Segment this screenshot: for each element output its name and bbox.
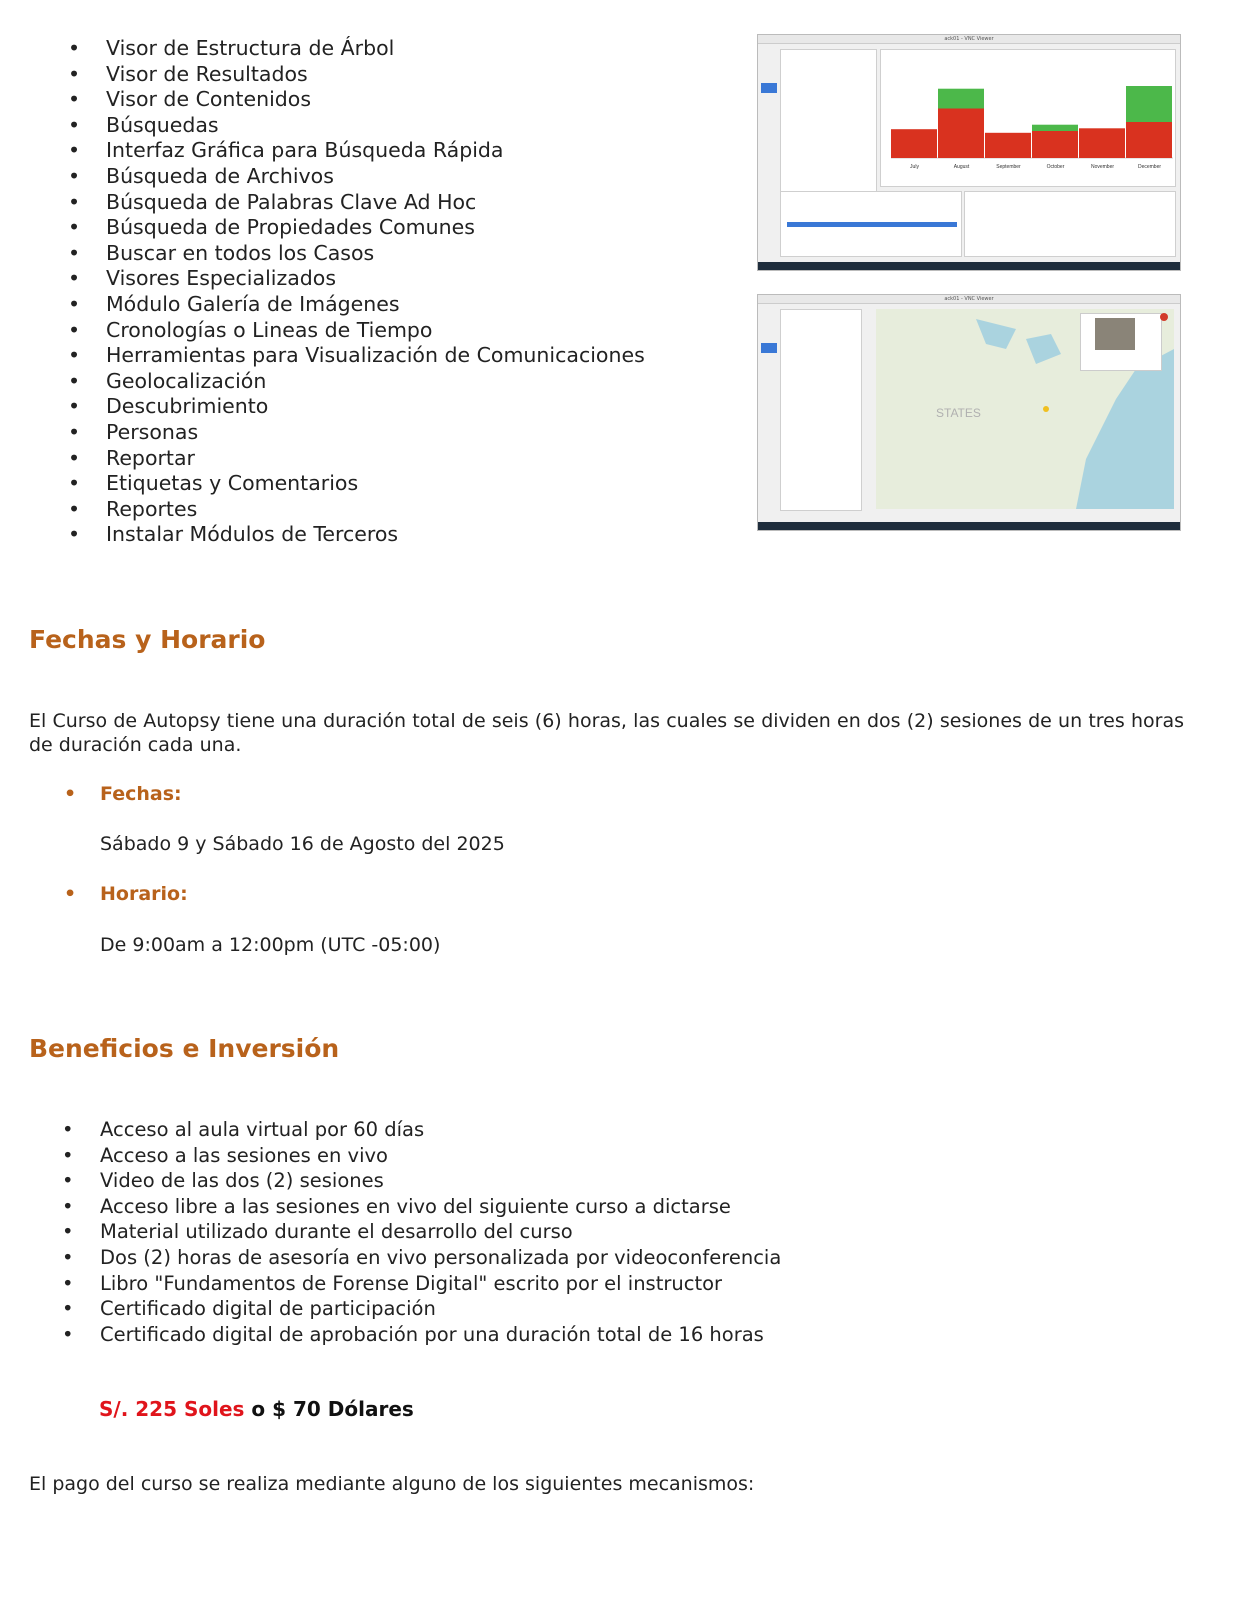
list-item: • Acceso a las sesiones en vivo	[58, 1143, 781, 1169]
list-item: • Módulo Galería de Imágenes	[64, 292, 645, 318]
timeline-bar-red	[1079, 128, 1125, 158]
list-item: • Buscar en todos los Casos	[64, 241, 645, 267]
taskbar	[758, 262, 1180, 270]
course-duration-text: El Curso de Autopsy tiene una duración total de seis (6) horas, las cuales se dividen en dos (2) sesiones de un tres horas de duración cada una.	[29, 710, 1184, 756]
list-item: • Cronologías o Lineas de Tiempo	[64, 318, 645, 344]
map-screenshot	[757, 294, 1181, 531]
feature-list	[64, 36, 645, 548]
horario-label-text: Horario:	[100, 883, 188, 905]
list-item: • Dos (2) horas de asesoría en vivo personalizada por videoconferencia	[58, 1245, 781, 1271]
list-item: • Reportar	[64, 446, 645, 472]
list-item: • Visor de Estructura de Árbol	[64, 36, 645, 62]
price	[99, 1397, 414, 1421]
benefits-list	[58, 1117, 781, 1347]
list-item: • Búsqueda de Archivos	[64, 164, 645, 190]
list-item: • Visor de Resultados	[64, 62, 645, 88]
timeline-bar-red	[938, 109, 984, 159]
sidebar-highlight	[761, 343, 777, 353]
list-item: • Video de las dos (2) sesiones	[58, 1168, 781, 1194]
close-icon[interactable]	[1160, 313, 1168, 321]
fechas-label-text: Fechas:	[100, 783, 182, 805]
list-item: • Herramientas para Visualización de Comunicaciones	[64, 343, 645, 369]
horario-label	[64, 883, 188, 905]
list-item: • Personas	[64, 420, 645, 446]
map-label: STATES	[936, 406, 981, 420]
window-titlebar: ack01 - VNC Viewer	[758, 35, 1180, 44]
timeline-tick-label: October	[1046, 164, 1065, 170]
list-item: • Descubrimiento	[64, 394, 645, 420]
timeline-tick-label: July	[910, 164, 919, 170]
timeline-bar-red	[1126, 122, 1172, 158]
fechas-value: Sábado 9 y Sábado 16 de Agosto del 2025	[100, 833, 505, 855]
list-item: • Búsqueda de Propiedades Comunes	[64, 215, 645, 241]
sidebar-highlight	[761, 83, 777, 93]
horario-value: De 9:00am a 12:00pm (UTC -05:00)	[100, 934, 441, 956]
list-item: • Acceso al aula virtual por 60 días	[58, 1117, 781, 1143]
map-view	[876, 309, 1174, 509]
list-item: • Visores Especializados	[64, 266, 645, 292]
list-item: • Etiquetas y Comentarios	[64, 471, 645, 497]
list-item: • Reportes	[64, 497, 645, 523]
bullet: •	[64, 883, 77, 905]
list-item: • Búsquedas	[64, 113, 645, 139]
timeline-tick-label: September	[996, 164, 1021, 170]
list-item: • Libro "Fundamentos de Forense Digital" escrito por el instructor	[58, 1271, 781, 1297]
payment-note: El pago del curso se realiza mediante alguno de los siguientes mecanismos:	[29, 1473, 755, 1495]
content-panel	[964, 191, 1176, 257]
price-dollars: o $ 70 Dólares	[244, 1397, 414, 1421]
timeline-tick-label: November	[1090, 164, 1115, 170]
fechas-label	[64, 783, 182, 805]
timeline-bar-green	[1126, 86, 1172, 122]
photo-thumbnail	[1095, 318, 1135, 350]
section-heading-beneficios: Beneficios e Inversión	[29, 1034, 340, 1063]
filters-panel	[780, 309, 862, 511]
list-item: • Material utilizado durante el desarrollo del curso	[58, 1219, 781, 1245]
list-item: • Instalar Módulos de Terceros	[64, 522, 645, 548]
bullet: •	[64, 783, 77, 805]
list-item: • Visor de Contenidos	[64, 87, 645, 113]
timeline-screenshot	[757, 34, 1181, 271]
chart-panel	[880, 49, 1176, 187]
list-item: • Certificado digital de participación	[58, 1296, 781, 1322]
timeline-bar-red	[1032, 131, 1078, 158]
list-item: • Interfaz Gráfica para Búsqueda Rápida	[64, 138, 645, 164]
timeline-chart	[881, 50, 1175, 186]
timeline-bar-red	[891, 129, 937, 158]
timeline-tick-label: August	[953, 164, 970, 170]
list-item: • Búsqueda de Palabras Clave Ad Hoc	[64, 190, 645, 216]
window-titlebar: ack01 - VNC Viewer	[758, 295, 1180, 304]
results-table	[780, 191, 962, 257]
section-heading-fechas: Fechas y Horario	[29, 625, 266, 654]
photo-popup	[1080, 313, 1162, 371]
list-item: • Acceso libre a las sesiones en vivo del siguiente curso a dictarse	[58, 1194, 781, 1220]
timeline-bar-green	[938, 89, 984, 109]
timeline-tick-label: December	[1137, 164, 1162, 170]
taskbar	[758, 522, 1180, 530]
price-soles: S/. 225 Soles	[99, 1397, 245, 1421]
list-item: • Certificado digital de aprobación por una duración total de 16 horas	[58, 1322, 781, 1348]
list-item: • Geolocalización	[64, 369, 645, 395]
timeline-bar-green	[1032, 125, 1078, 131]
timeline-bar-red	[985, 133, 1031, 158]
selected-row	[787, 222, 957, 227]
